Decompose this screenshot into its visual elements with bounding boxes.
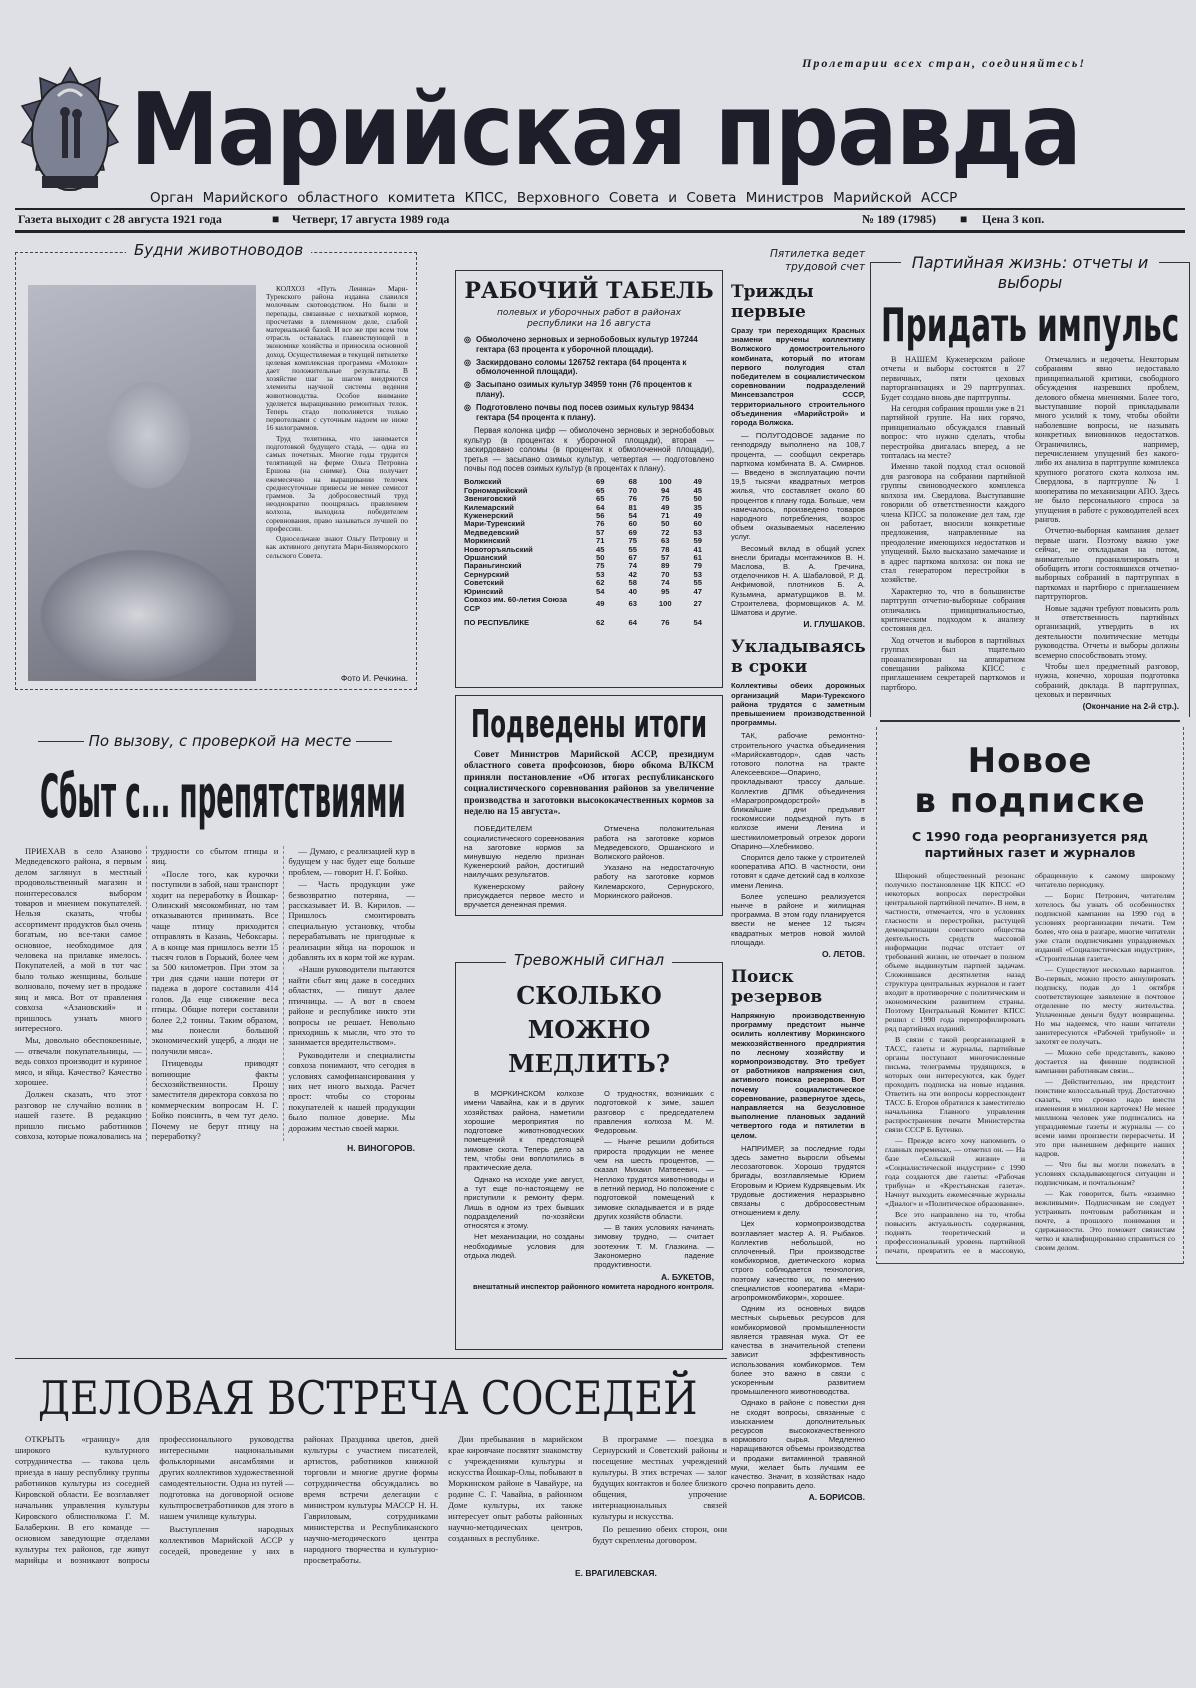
table-cell: 54 (596, 586, 605, 596)
table-cell: 57 (596, 527, 605, 537)
paragraph: Односельчане знают Ольгу Петровну и как активного депутата Мари-Биляморского сельского Совета. (266, 534, 408, 560)
paragraph: ПРИЕХАВ в село Азаново Медведевского района, я первым делом заглянул в местный продовольственный магазин и поинтересовался выбором товаров и мнением покупателей. Нельзя сказать, чтобы ассортимент продуктов был очень богатым, но все-таки самое основное, необходимое для человека на прилавке имелось. Покупателей, а мой в тот час было только женщины, больше волновало, почему нет в продаже яиц и мяса. Вот от правления совхоза «Азановский» и пришлось узнать много интересного. (15, 846, 142, 1033)
newspaper-subtitle: Орган Марийского областного комитета КПСС, Верховного Совета и Совета Министров Марийской АССР (150, 190, 958, 206)
article-lead: Сразу три переходящих Красных знамени вручены коллективу Волжского домостроительного комбината, который по итогам первого полугодия стал победителем в социалистическом соревновании подразделений Минсевзапстроя СССР, территориального строительного объединения «Марийстрой» и города Волжска. (731, 326, 865, 428)
bullet-icon: ◎ (464, 357, 471, 367)
bullet-icon: ◎ (464, 380, 471, 390)
paragraph: Указано на недостаточную работу на заготовке кормов Килемарского, Сернурского, Моркинского районов. (594, 863, 714, 900)
paragraph: Должен сказать, что этот разговор не случайно возник в нашей газете. В редакцию пришло письмо работников совхоза, которые пожаловались на трудности со сбытом птицы и яиц. (15, 846, 279, 1141)
article-kicker: Пятилетка ведет трудовой счет (769, 248, 865, 273)
article-title-wrap (40, 762, 410, 832)
price: Цена 3 коп. (982, 212, 1045, 226)
article-lead: Совет Министров Марийской АССР, президиум областного совета профсоюзов, бюро обкома ВЛКСМ приняли постановление «Об итогах республиканского социалистического соревнования районов за увеличение производства и заготовки высококачественных кормов за неделю на 15 августа». (464, 750, 714, 818)
district-name: Советский (464, 578, 504, 588)
table-cell: 69 (596, 477, 605, 487)
paragraph: По решению обеих сторон, они будут скреплены договором. (592, 1524, 727, 1545)
article-kicker: Тревожный сигнал (506, 951, 672, 969)
table-cell: 95 (661, 586, 670, 596)
paragraph: Ход отчетов и выборов в партийных группах был тщательно проанализирован на аппаратном совещании райкома КПСС с приглашением секретарей парткомов и партбюро. (881, 635, 1025, 692)
article-title: Трижды первые (731, 282, 814, 322)
paragraph: — Что бы вы могли пожелать в условиях складывающегося ситуации и подписчикам, и почтальонам? (1035, 1159, 1175, 1187)
photo-credit: Фото И. Речкина. (340, 673, 408, 683)
header-bottom-rule (15, 230, 1185, 233)
article-lead: Напряжную производственную программу предстоит нынче осилить коллективу Моркинского межхозяйственного предприятия по лесному хозяйству и кормопроизводству. Это требует от работников напряжения сил, активного поиска резервов. Вот почему социалистическое соревнование, развернутое здесь, направляется на безусловное выполнение плановых заданий четвертого года и пятилетки в целом. (731, 1010, 865, 1140)
table-cell: 53 (693, 527, 702, 537)
paragraph: Мы, довольно обеспокоенные, — отвечали покупательницы, — ведь совхоз производит и куриное мясо, и яйца. Качество? Качество хорошее. (15, 1035, 142, 1087)
right-column (870, 253, 1190, 1264)
signature: А. БОРИСОВ. (808, 1492, 865, 1503)
table-cell: 76 (596, 519, 605, 529)
paragraph: КОЛХОЗ «Путь Ленина» Мари-Турекского района издавна славился молочным скотоводством. Но были и перепады, связанные с нехваткой кормов, просчетами в племенном деле, слабой материальной базой. И все же при всем том отрасль оставалась главенствующей в экономике хозяйства и приносила основной доход. Осуществляемая в текущей пятилетке целевая комплексная программа «Молоко» дает положительные результаты. В хозяйстве шаг за шагом внедряются элементы научной системы ведения животноводства. Особое внимание уделяется выращиванию ремонтных телок. Теперь стадо пополняется только первотелками с суточным надоем не ниже 16 килограммов. (266, 284, 408, 433)
paragraph: Нет механизации, но созданы необходимые условия для отдыха людей. (464, 1232, 584, 1261)
column-economy-news (731, 248, 865, 1502)
district-name: Килемарский (464, 502, 514, 512)
continued-note: (Окончание на 2-й стр.). (1082, 701, 1179, 711)
issue-date: Четверг, 17 августа 1989 года (292, 212, 450, 226)
table-cell: 70 (661, 569, 670, 579)
article-podvedeny-itogi (455, 695, 723, 916)
article-sbyt (15, 846, 415, 1153)
paragraph: Новые задачи требуют повысить роль и ответственность партийных организаций, утвердить в их деятельности политические методы руководства. Отчеты и выборы должны всемерно способствовать этому. (1035, 603, 1179, 660)
bullet-item (464, 403, 714, 423)
paragraph: НАПРИМЕР, за последние годы здесь заметно выросли объемы лесозаготовок. Хорошо трудятся бригады, возглавляемые Юрием Егоровым и Юрием Кудрявцевым. Их трудовые достижения неразрывно связаны с добросовестным отношением к делу. (731, 1143, 865, 1218)
separator-square-icon: ■ (272, 212, 280, 226)
district-name: Сернурский (464, 569, 510, 579)
article-budni (15, 241, 417, 690)
district-name: Параньгинский (464, 561, 522, 571)
table-cell: 61 (693, 553, 702, 563)
paragraph: Однако на исходе уже август, а тут еще по-настоящему не приступили к ремонту ферм. Лишь в одном из трех бывших подразделений по-хозяйски относятся к этому. (464, 1174, 584, 1231)
table-cell: 75 (596, 561, 605, 571)
table-cell: 57 (661, 553, 670, 563)
paragraph: Отмечена положительная работа на заготовке кормов Медведевского, Оршанского и Волжского районов. (594, 824, 714, 862)
article-title: Укладываясь в сроки (731, 637, 866, 678)
table-row (464, 613, 714, 627)
district-name: Волжский (464, 477, 502, 487)
paragraph: — Часть продукции уже безвозвратно потеряна, — рассказывает И. В. Кирилов. — Пришлось смонтировать специальную установку, чтобы перерабатывать не пригодные к реализации яйца на порошок и добавлять их в корм той же курам. (288, 879, 415, 963)
article-novoe-v-podpiske (876, 727, 1184, 1264)
article-title: в подписке (914, 780, 1146, 821)
paragraph: Отчетно-выборная кампания делает первые шаги. Поэтому важно уже сейчас, не откладывая на потом, внимательно проанализировать и обобщить итоги состоявшихся отчетно-выборных собраний в партгруппах в парткомах и партбюро с приглашением партгрупоргов. (1035, 526, 1179, 602)
paragraph: — Думаю, с реализацией кур в будущем у нас будет еще больше проблем, — говорит Н. Г. Бойко. (288, 846, 415, 877)
table-cell: 78 (661, 544, 670, 554)
paragraph: Именно такой подход стал основой для разговора на собрании партийной группы свиноводческого комплекса колхоза им. Свердлова. Выступавшие говорили об ответственности каждого члена КПСС за положение дел там, где он работает, вносили конкретные предложения, направленные на преодоление имеющихся недостатков и упущений. Было высказано замечание и в адрес парткома колхоза: он пока не стал генератором перестройки в хозяйстве. (881, 462, 1025, 585)
signature: О. ЛЕТОВ. (821, 948, 865, 959)
table-cell: 76 (661, 617, 670, 627)
founded-line: Газета выходит с 28 августа 1921 года (18, 212, 222, 226)
article-body (881, 355, 1179, 700)
table-cell: 62 (596, 578, 605, 588)
signature: А. БУКЕТОВ, (661, 1271, 714, 1282)
table-cell: 55 (693, 578, 702, 588)
bullet-text: Обмолочено зерновых и зернобобовых культур 197244 гектара (63 процента к уборочной площади). (476, 335, 698, 354)
article-body (464, 1089, 714, 1270)
paragraph: Одним из основных видов местных сырьевых ресурсов для комбикормовой промышленности является травяная мука. От ее качества в значительной степени зависит эффективность использования комбикормов. Тем более это важно в связи с ускоренным развитием промышленного животноводства. (731, 1304, 865, 1397)
article-sbyt-body (15, 846, 415, 1141)
article-body (464, 824, 714, 909)
table-cell: 64 (596, 502, 605, 512)
paragraph: — Борис Петрович, читателям хотелось бы узнать об особенностях подписной кампании на 1990 год в условиях реорганизации печати. Тем более, что она в разгаре, многие читатели уже стали подписчиками упраздняемых изданий «Социалистическая индустрия», «Строительная газета». (1035, 890, 1175, 963)
district-name: Новоторъяльский (464, 544, 533, 554)
table-cell: 49 (596, 599, 605, 609)
table-cell: 100 (658, 477, 672, 487)
paragraph: Цех кормопроизводства возглавляет мастер А. Я. Рыбаков. Коллектив небольшой, но сплоченный. При производстве комбикормов, диетического корма строго соблюдается технология, поэтому качество их, по мнению специалистов кооператива «Мари-агропромкомбикорм», хорошее. (731, 1219, 865, 1303)
table-cell: 42 (628, 569, 637, 579)
table-cell: 76 (628, 494, 637, 504)
signature: Н. ВИНОГОРОВ. (347, 1143, 415, 1154)
bullet-text: Заскирдовано соломы 126752 гектара (64 процента к обмолоченной площади). (476, 357, 687, 377)
table-cell: 41 (693, 544, 702, 554)
table-note: Первая колонка цифр — обмолочено зерновых и зернобобовых культур (в процентах к уборочной площади), вторая — заскирдовано соломы (в процентах к обмолоченной площади), третья — засыпано озимых культур, четвертая — подготовлено почвы под посев озимых культур (в процентах к плану). (464, 426, 714, 473)
bullet-list (464, 335, 714, 422)
paragraph: Руководители и специалисты совхоза понимают, что сегодня в условиях самофинансирования у них нет иного выхода. Расчет прост: чтобы со стороны покупателей к нашей продукции было полное доверие. Мы дорожим честью своей марки. (288, 1049, 415, 1133)
separator-square-icon: ■ (960, 212, 968, 226)
table-cell: 62 (596, 617, 605, 627)
signature: Е. ВРАГИЛЕВСКАЯ. (575, 1568, 657, 1578)
paragraph: В программе — поездка в Сернурский и Советский районы и посещение местных учреждений культуры. В этих встречах — залог будущих контактов и более близкого общения, упрочение интернациональных связей культуры и искусства. (592, 1434, 727, 1521)
table-cell: 50 (596, 553, 605, 563)
district-name: Юринский (464, 586, 504, 596)
district-name: Горномарийский (464, 485, 528, 495)
table-cell: 81 (628, 502, 637, 512)
article-title: РАБОЧИЙ ТАБЕЛЬ (464, 278, 714, 304)
table-cell: 55 (628, 544, 637, 554)
divider (15, 1358, 727, 1359)
article-body (885, 871, 1175, 1255)
paragraph: — Существуют несколько вариантов. Во-первых, можно просто аннулировать подписку, подав до 1 октября соответствующее заявление в почтовое отделение по месту жительства. Уплаченные деньги будут возвращены. Но мы надеемся, что наши читатели заинтересуются «Рабочей трибуной» и захотят ее получать. (1035, 964, 1175, 1046)
bullet-icon: ◎ (464, 335, 471, 344)
paragraph: Спорится дело также у строителей кооператива АПО. В частности, они готовят к сдаче детский сад в колхозе имени Ленина. (731, 852, 865, 890)
article-body (731, 731, 865, 947)
article-pridat-impuls (870, 253, 1190, 717)
table-cell: 63 (628, 599, 637, 609)
table-cell: 60 (628, 519, 637, 529)
table-cell: 50 (661, 519, 670, 529)
district-name: Куженерский (464, 511, 514, 521)
paragraph: Отмечались и недочеты. Некоторым собраниям явно недоставало принципиальной критики, свободного обсуждения назревших проблем, делового обмена мнениями. Более того, выступавшие порой прикладывали много усилий к тому, чтобы обойти наболевшие вопросы, не называть конкретных виновников недостатков. Ограничились, например, перечислением упущений без какого-либо их анализа в партгруппе комплекса крупного рогатого скота колхоза им. Свердлова, в партгруппе № 1 кооператива по механизации АПО. Здесь не было персонального спроса за упущения в работе с руководителей всех рангов. (1035, 355, 1179, 524)
paragraph: В НАШЕМ Куженерском районе отчеты и выборы состоятся в 27 первичных, пяти цеховых парторганизациях и 29 партгруппах. Будет создано вновь две партгруппы. (881, 355, 1025, 402)
bullet-item (464, 358, 714, 378)
article-lead: Коллективы обеих дорожных организаций Мари-Турекского района трудятся с заметным превышением производственной программы. (731, 681, 865, 728)
paragraph: — Прежде всего хочу напомнить о главных переменах, — отметил он. — На базе «Сельской жизни» и «Социалистической индустрии» с 1990 года создаются две газеты: «Рабочая трибуна» и «Крестьянская газета». Начнут выходить ежемесячные журналы «Диалог» и «Политическое образование». (885, 1135, 1025, 1208)
article-subtitle: полевых и уборочных работ в районах республики на 16 августа (497, 308, 681, 329)
article-title: Придать импульс (881, 298, 1180, 352)
table-cell: 59 (693, 536, 702, 546)
district-name: ПО РЕСПУБЛИКЕ (464, 617, 530, 627)
table-cell: 65 (596, 494, 605, 504)
paragraph: В связи с такой реорганизацией в ТАСС, газеты и журналы, партийные органы поступают многочисленные письма, телеграммы трудящихся, в которых они интересуются, как будет проходить подписка на новые издания. Ответить на эти вопросы корреспондент ТАСС Б. Егоров обратился к заместителю начальника Главного управления распространения печати Министерства связи СССР Б. Бутенко. (885, 1034, 1025, 1134)
paragraph: Чтобы шел предметный разговор, нужна, конечно, хорошая подготовка собраний, доклада. В партгруппах, цеховых и первичных (1035, 662, 1179, 700)
paragraph: Труд телятника, что занимается подготовкой будущего стада, — одна из самых почетных. Многие годы трудится телятницей на ферме Ольга Петровна Ершова (на снимке). Она получает ежемесячно на выращивании телочек среднесуточные привесы не менее семисот граммов. За добросовестный труд неоднократно поощрялась правлением колхоза, выходила победителем соревнования, право называться лучшей по профессии. (266, 433, 408, 533)
table-cell: 100 (658, 599, 672, 609)
paragraph: — Как говорится, быть «взаимно вежливыми». Подписчикам не следует устраивать почтовым работникам и почте, а прошлого понимания и сдержанности. Это поможет связистам четко и квалифицированно справиться со своим делом. (1035, 1188, 1175, 1252)
paragraph: «После того, как курочки поступили в забой, наш транспорт ходит на переработку в Йошкар-Олинский мясокомбинат, но там отказываются принимать. Все чаще птицу приходится отправлять в Казань, Чебоксары. А в конце мая пришлось везти 15 тысяч голов в Горький, более чем за 500 километров. При этом за три дня сдачи наши потери от падежа в дороге составили 414 голов. Да еще снижение веса птицы. Общие потери составили более 2,2 тонны. Таким образом, мы понесли большой экономический ущерб, а люди не получили мяса». (151, 868, 279, 1056)
table-cell: 68 (628, 477, 637, 487)
table-cell: 64 (628, 617, 637, 627)
paragraph: Выступления народных коллективов Марийской АССР у соседей, проведение у них в районах Праздника цветов, дней культуры с участием писателей, артистов, работников книжной торговли и многие другие формы сотрудничества обсуждались во время встречи делегации с министром культуры МАССР Н. Н. Гавриловым, сотрудниками министерства и Республиканского научно-методического центра народного творчества и культурно-просветработы. (159, 1434, 439, 1565)
table-cell: 58 (628, 578, 637, 588)
signature: И. ГЛУШАКОВ. (803, 619, 865, 630)
article-title: Поиск резервов (731, 966, 823, 1007)
table-cell: 54 (628, 511, 637, 521)
district-name: Моркинский (464, 536, 511, 546)
table-cell: 71 (596, 536, 605, 546)
bullet-text: Подготовлено почвы под посев озимых культур 98434 гектара (54 процента к плану). (476, 402, 694, 422)
paragraph: «Наши руководители пытаются найти сбыт яиц даже в соседних областях, — пишут далее птичницы. — А вот в своем районе и республике никто эти вопросы не решает. Невольно приходишь к мысли, что это то занимается вредительством». (288, 964, 415, 1048)
table-cell: 89 (661, 561, 670, 571)
paragraph: Все это направлено на то, чтобы повысить актуальность содержания, поднять теоретический и профессиональный уровень партийной печати, превратить ее в массовую, обращенную к самому широкому читателю периодику. (885, 870, 1175, 1255)
slogan: Пролетарии всех стран, соединяйтесь! (802, 56, 1086, 70)
photo-milkmaid (28, 285, 256, 681)
results-table (464, 478, 714, 627)
bullet-icon: ◎ (464, 402, 471, 412)
article-body (731, 431, 865, 617)
table-cell: 70 (628, 485, 637, 495)
issue-number: № 189 (17985) (862, 212, 937, 226)
article-vstrecha-body (15, 1434, 727, 1566)
article-kicker: Будни животноводов (126, 241, 311, 259)
paragraph: — ПОЛУГОДОВОЕ задание по генподряду выполнено на 108,7 процента, — сообщил секретарь парткома комбината В. А. Смирнов. — Введено в эксплуатацию почти 19,5 тысячи квадратных метров жилья, что составляет около 60 процентов к плану года. Больше, чем намечалось, произведено товаров народного потребления, возрос объем оказываемых населению услуг. (731, 431, 865, 542)
article-subtitle: С 1990 года реорганизуется ряд партийных газет и журналов (912, 828, 1148, 860)
paragraph: — Можно себе представить, каково достается на финише подписной кампании работникам связи... (1035, 1047, 1175, 1075)
paragraph: Более успешно реализуется нынче в районе и жилищная программа. В этом году планируется ввести не менее 12 тысяч квадратных метров новой жилой площади. (731, 891, 865, 947)
badge-of-honour-icon (18, 66, 123, 206)
table-cell: 45 (596, 544, 605, 554)
paragraph: ОТКРЫТЬ «границу» для широкого культурного сотрудничества — такова цель приезда в нашу республику группы работников культуры из соседней Кировской области. Ее возглавляет начальник управления культуры Кировского облисполкома Г. М. Балаберкин. В его команде — основном заведующие отделами культуры тех районов, где живут марийцы и возникают вопросы профессионального руководства интересными национальными фольклорными ансамблями и других коллективов художественной самодеятельности. Одна из путей — подготовка на договорной основе культпросветработников для этого в нашем училище культуры. (15, 1434, 294, 1565)
table-cell: 94 (661, 485, 670, 495)
district-name: Медведевский (464, 527, 520, 537)
signature-role: внештатный инспектор районного комитета народного контроля. (473, 1281, 714, 1291)
article-kicker: Партийная жизнь: отчеты и выборы (901, 253, 1159, 293)
table-cell: 54 (693, 617, 702, 627)
table-cell: 49 (693, 511, 702, 521)
paragraph: В МОРКИНСКОМ колхозе имени Чавайна, как и в других хозяйствах района, наметили хорошие мероприятия по подготовке животноводческих помещений к предстоящей зимовке скота. Теперь дело за тем, чтобы они воплотились в практические дела. (464, 1089, 584, 1173)
article-title: СКОЛЬКО МОЖНО МЕДЛИТЬ? (508, 981, 670, 1078)
paragraph: ТАК, рабочие ремонтно-строительного участка объединения «Марийскавтодор», сдав часть готового полотна на тракте Алексеевское—Опарино, прокладывают трассу дальше. Коллектив ДПМК объединения «Марагропромдорстрой» в ближайшие дни предъявит госкомиссии подъездной путь в колхозе имени Ленина и шестикилометровый отрезок дороги Опарино—Хлебниково. (731, 731, 865, 851)
table-cell: 56 (596, 511, 605, 521)
table-cell: 65 (596, 485, 605, 495)
article-kicker (15, 732, 415, 750)
paragraph: Куженерскому району присуждается первое место и вручается денежная премия. (464, 881, 584, 910)
table-cell: 53 (596, 569, 605, 579)
table-cell: 69 (628, 527, 637, 537)
newspaper-title: Марийская правда (130, 71, 1081, 188)
article-body (266, 285, 408, 562)
table-cell: 75 (661, 494, 670, 504)
paragraph: Однако в районе с повестки дня не сходят вопросы, связанные с изысканием дополнительных ресурсов высококачественного кормового сырья. Медленно наращиваются объемы производства и продажи витаминной травяной муки, желает быть лучшим ее качество. Значит, в хозяйствах надо срочно поправить дело. (731, 1398, 865, 1491)
paragraph: — Нынче решили добиться прироста продукции не менее чем на шесть процентов, — сказал Михаил Матвеевич. — Неплохо трудятся животноводы и в летний период. Но положение с подготовкой помещений к зимовке складывается и в ряде других хозяйств области. (594, 1137, 714, 1221)
article-title: Сбыт с... препятствиями (40, 762, 406, 832)
table-cell: 72 (661, 527, 670, 537)
table-cell: 27 (693, 599, 702, 609)
bullet-item (464, 380, 714, 400)
paragraph: Широкий общественный резонанс получило постановление ЦК КПСС «О некоторых вопросах перестройки центральной партийной печати». В нем, в частности, отмечается, что в условиях гласности и перестройки, растущей демократизации советского общества деятельность средств массовой информации подчас отстает от требований жизни, не отвечает в полном объеме выдвинутым партией задачам. Сложившаяся десятилетия назад структура центральных журналов и газет входит в противоречие с политическим и экономическим развитием страны. Поэтому Центральный Комитет КПСС решил с 1990 года перепрофилировать ряд партийных изданий. (885, 870, 1025, 1033)
paragraph: Птицеводы приводят вопиющие факты бесхозяйственности. Прошу заместителя директора совхоза по коммерческим вопросам Н. Г. Бойко пояснить, в чем тут дело. Почему не берут птицу на переработку? (151, 1058, 279, 1141)
article-title: ДЕЛОВАЯ ВСТРЕЧА СОСЕДЕЙ (38, 1371, 698, 1425)
table-cell: 75 (628, 536, 637, 546)
table-cell: 35 (693, 502, 702, 512)
table-cell: 79 (693, 561, 702, 571)
table-row (464, 596, 714, 613)
article-title: Подведены итоги (471, 702, 707, 746)
article-vstrecha (15, 1434, 727, 1578)
district-name: Мари-Турекский (464, 519, 525, 529)
district-name: Совхоз им. 60-летия Союза ССР (464, 595, 568, 613)
bullet-item (464, 335, 714, 355)
table-cell: 50 (693, 494, 702, 504)
article-title: Новое (967, 740, 1093, 781)
table-cell: 47 (693, 586, 702, 596)
table-cell: 63 (661, 536, 670, 546)
article-kicker-text: По вызову, с проверкой на месте (88, 732, 352, 750)
paragraph: Дни пребывания в марийском крае кировчане посвятят знакомству с учреждениями культуры и искусства Йошкар-Олы, побывают в Моркинском районе в Чавайуре, на родине С. Г. Чавайна, в районном Доме культуры, их также интересует опыт работы районных научно-методических центров, созданных в республике. (448, 1434, 583, 1543)
header-rule (15, 208, 1185, 210)
article-skolko-mozhno-medlit (455, 951, 723, 1350)
table-cell: 40 (628, 586, 637, 596)
paragraph: Весомый вклад в общий успех внесли бригады монтажников В. Н. Маслова, В. А. Гречина, отделочников Н. А. Шабаловой, Р. Д. Анфимовой, плотников Б. А. Кузьмина, арматурщиков В. М. Строителева, формовщиков А. М. Шматова и другие. (731, 543, 865, 618)
order-badge-emblem (18, 66, 123, 206)
table-cell: 60 (693, 519, 702, 529)
district-name: Оршанский (464, 553, 508, 563)
article-rabochiy-tabel (455, 270, 723, 688)
table-cell: 74 (628, 561, 637, 571)
article-body (731, 1144, 865, 1491)
table-cell: 45 (693, 485, 702, 495)
table-cell: 74 (661, 578, 670, 588)
table-cell: 71 (661, 511, 670, 521)
bullet-text: Засыпано озимых культур 34959 тонн (76 процентов к плану). (476, 380, 692, 399)
district-name: Звениговский (464, 494, 517, 504)
paragraph: Характерно то, что в большинстве партгрупп отчетно-выборные собрания отличались принципиальностью, критическим подходом к анализу состояния дел. (881, 586, 1025, 634)
paragraph: — Действительно, им предстоит поистине колоссальный труд. Достаточно сказать, что срочно надо внести изменения в миллион карточек! Не менее миллиона человек уже подписались на упраздняемые газеты и журналы — со всеми ними произвести перерасчеты. И это при нынешнем дефиците наших кадров. (1035, 1076, 1175, 1158)
table-cell: 49 (693, 477, 702, 487)
paragraph: О трудностях, возникших с подготовкой к зиме, зашел разговор с председателем правления колхоза М. М. Федоровым. (594, 1089, 714, 1136)
divider (880, 720, 1180, 722)
paragraph: ПОБЕДИТЕЛЕМ социалистического соревнования на заготовке кормов за минувшую неделю признан Куженерский район, достигший наилучших результатов. (464, 824, 584, 880)
table-cell: 49 (661, 502, 670, 512)
paragraph: На сегодня собрания прошли уже в 21 партийной группе. На них горячо, принципиально обсуждался главный вопрос: что нужно сделать, чтобы перестройка двигалась вперед, а не топталась на месте? (881, 404, 1025, 461)
table-cell: 67 (628, 553, 637, 563)
paragraph: — В таких условиях начинать зимовку трудно, — считает зоотехник Т. М. Глазкина. — Закономерно падение продуктивности. (594, 1223, 714, 1270)
table-cell: 53 (693, 569, 702, 579)
